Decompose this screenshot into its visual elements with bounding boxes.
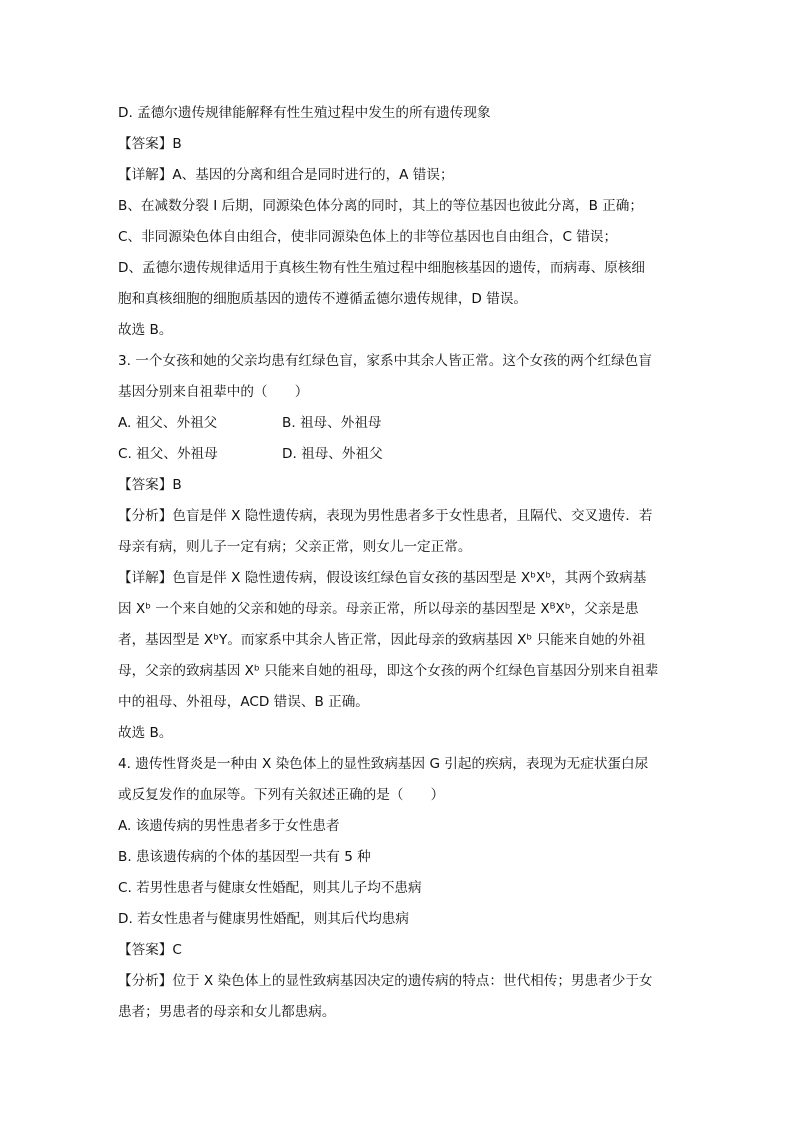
q3-options-row-2 bbox=[118, 439, 680, 470]
text-line: 母亲有病，则儿子一定有病；父亲正常，则女儿一定正常。 bbox=[118, 539, 472, 555]
explanation-line: 【详解】色盲是伴 X 隐性遗传病，假设该红绿色盲女孩的基因型是 XᵇXᵇ，其两个致病基 bbox=[118, 570, 647, 586]
option-b: B. 患该遗传病的个体的基因型一共有 5 种 bbox=[118, 849, 371, 865]
text-line: 或反复发作的血尿等。下列有关叙述正确的是（ ） bbox=[118, 787, 445, 803]
text-line: 【详解】A、基因的分离和组合是同时进行的，A 错误； bbox=[118, 167, 454, 183]
answer-label: 【答案】B bbox=[118, 136, 182, 152]
analysis-line: 【分析】色盲是伴 X 隐性遗传病，表现为男性患者多于女性患者，且隔代、交叉遗传．若 bbox=[118, 508, 653, 524]
text-line: 中的祖母、外祖母，ACD 错误、B 正确。 bbox=[118, 694, 369, 710]
answer-label: 【答案】C bbox=[118, 942, 182, 958]
option-b: B. 祖母、外祖母 bbox=[282, 415, 382, 431]
text-line: 患者；男患者的母亲和女儿都患病。 bbox=[118, 1004, 336, 1020]
analysis-line: 【分析】位于 X 染色体上的显性致病基因决定的遗传病的特点：世代相传；男患者少于女 bbox=[118, 973, 653, 989]
text-line: 胞和真核细胞的细胞质基因的遗传不遵循孟德尔遗传规律，D 错误。 bbox=[118, 291, 528, 307]
text-line: C、非同源染色体自由组合，使非同源染色体上的非等位基因也自由组合，C 错误； bbox=[118, 229, 618, 245]
answer-label: 【答案】B bbox=[118, 477, 182, 493]
option-c: C. 若男性患者与健康女性婚配，则其儿子均不患病 bbox=[118, 880, 422, 896]
text-line: 者，基因型是 XᵇY。而家系中其余人皆正常，因此母亲的致病基因 Xᵇ 只能来自她的外祖 bbox=[118, 632, 646, 648]
text-line: B、在减数分裂 I 后期，同源染色体分离的同时，其上的等位基因也彼此分离，B 正确； bbox=[118, 198, 643, 214]
text-line: 基因分别来自祖辈中的（ ） bbox=[118, 384, 309, 400]
option-a: A. 该遗传病的男性患者多于女性患者 bbox=[118, 818, 340, 834]
text-line: D、孟德尔遗传规律适用于真核生物有性生殖过程中细胞核基因的遗传，而病毒、原核细 bbox=[118, 260, 646, 276]
option-d: D. 若女性患者与健康男性婚配，则其后代均患病 bbox=[118, 911, 409, 927]
q3-options-row-1 bbox=[118, 408, 680, 439]
text-line: 母，父亲的致病基因 Xᵇ 只能来自她的祖母，即这个女孩的两个红绿色盲基因分别来自祖辈 bbox=[118, 663, 659, 679]
text-line: 故选 B。 bbox=[118, 322, 173, 338]
question-4: 4. 遗传性肾炎是一种由 X 染色体上的显性致病基因 G 引起的疾病，表现为无症状蛋白尿 bbox=[118, 756, 649, 772]
option-a: A. 祖父、外祖父 bbox=[118, 415, 218, 431]
question-3: 3. 一个女孩和她的父亲均患有红绿色盲，家系中其余人皆正常。这个女孩的两个红绿色盲 bbox=[118, 353, 652, 369]
option-d: D. 祖母、外祖父 bbox=[282, 446, 383, 462]
text-line: 故选 B。 bbox=[118, 725, 173, 741]
document-page bbox=[118, 98, 680, 1028]
option-c: C. 祖父、外祖母 bbox=[118, 446, 218, 462]
text-line: D. 孟德尔遗传规律能解释有性生殖过程中发生的所有遗传现象 bbox=[118, 105, 491, 121]
text-line: 因 Xᵇ 一个来自她的父亲和她的母亲。母亲正常，所以母亲的基因型是 XᴮXᵇ，父亲是患 bbox=[118, 601, 639, 617]
